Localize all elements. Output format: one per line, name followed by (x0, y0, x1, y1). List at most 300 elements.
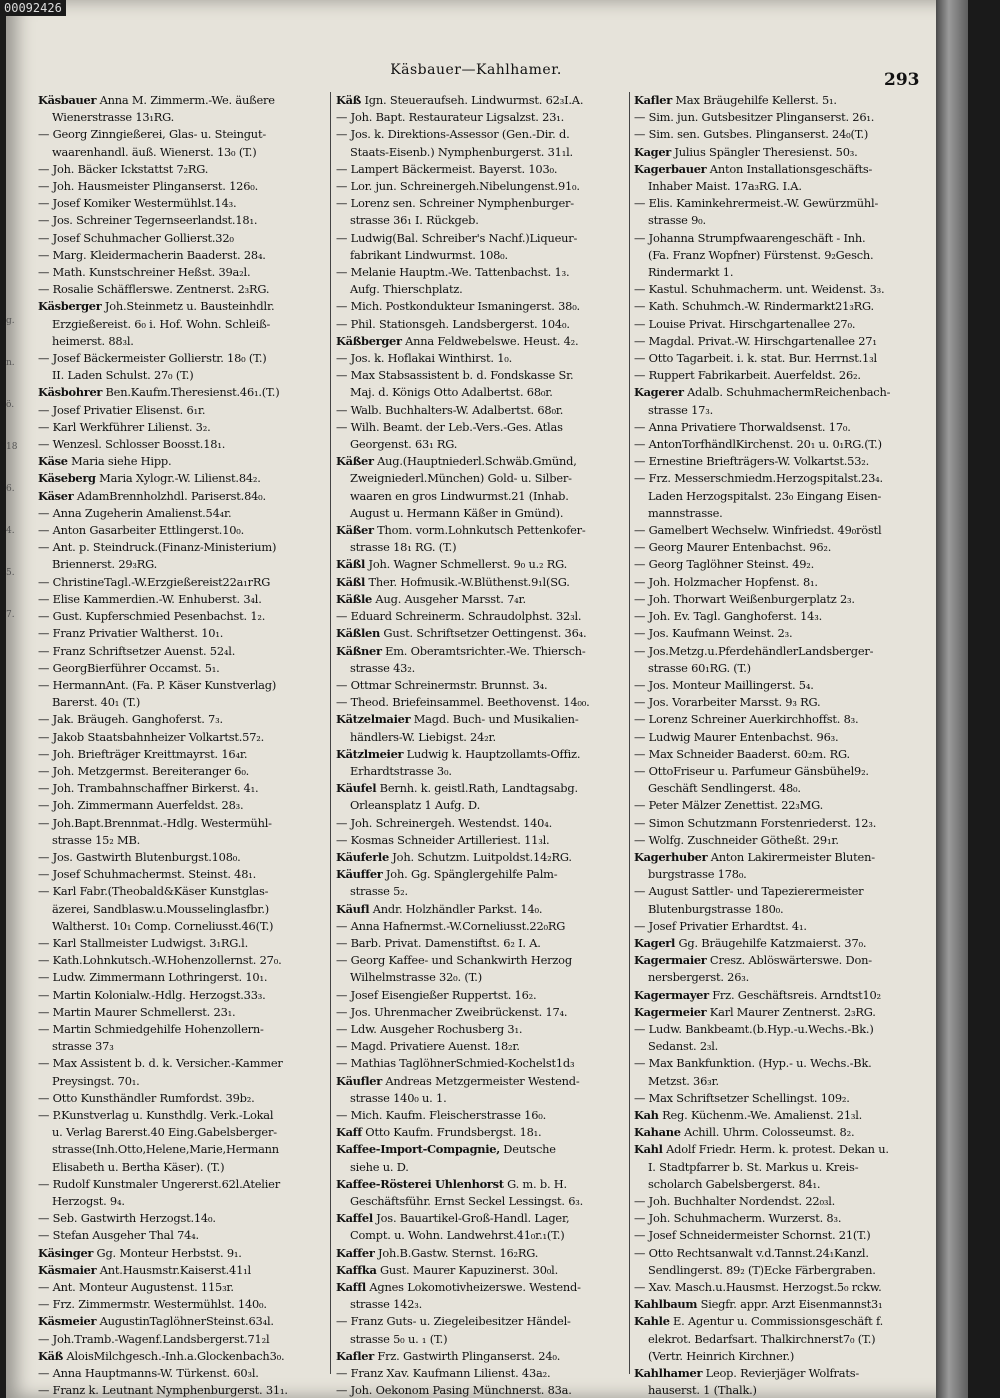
directory-line (336, 763, 628, 780)
entry-text: Gust. Schriftsetzer Oettingenst. 36₄. (380, 626, 587, 641)
directory-entry-head (336, 901, 628, 918)
entry-text: Aug. Ausgeher Marsst. 7₄r. (372, 591, 526, 606)
entry-text: Aufg. Thierschplatz. (350, 282, 463, 297)
directory-entry-head (38, 92, 326, 109)
entry-text: Jos. Bauartikel-Groß-Handl. Lager, (372, 1211, 570, 1226)
entry-text: Karl Maurer Zentnerst. 2₃RG. (706, 1004, 876, 1019)
directory-line (634, 298, 909, 315)
entry-text: — Barb. Privat. Damenstiftst. 6₂ I. A. (336, 935, 541, 950)
entry-text: — Joh. Bäcker Ickstattst 7₂RG. (38, 161, 209, 176)
column-2 (336, 92, 628, 1398)
entry-text: — Martin Kolonialw.-Hdlg. Herzogst.33₃. (38, 987, 266, 1002)
directory-line (336, 298, 628, 315)
surname: Käsmeier (38, 1314, 97, 1329)
entry-text: — Phil. Stationsgeh. Landsbergerst. 104₀. (336, 316, 570, 331)
directory-entry-head (336, 1176, 628, 1193)
entry-text: Thom. vorm.Lohnkutsch Pettenkofer- (373, 523, 586, 538)
entry-text: — Joh. Ev. Tagl. Ganghoferst. 14₃. (634, 609, 822, 624)
directory-line (336, 470, 628, 487)
directory-line (634, 746, 909, 763)
directory-line (336, 952, 628, 969)
entry-text: I. Stadtpfarrer b. St. Markus u. Kreis- (648, 1159, 859, 1174)
entry-text: G. m. b. H. (503, 1176, 567, 1191)
entry-text: — Karl Werkführer Lilienst. 3₂. (38, 419, 211, 434)
entry-text: Maria siehe Hipp. (67, 454, 172, 469)
directory-line (336, 883, 628, 900)
column-1 (38, 92, 326, 1398)
entry-text: Julius Spängler Theresienst. 50₃. (671, 144, 858, 159)
directory-line (38, 1141, 326, 1158)
entry-text: — Xav. Masch.u.Hausmst. Herzogst.5₀ rckw. (634, 1280, 882, 1295)
directory-line (38, 866, 326, 883)
entry-text: Aug.(Hauptniederl.Schwäb.Gmünd, (373, 454, 577, 469)
directory-line (336, 178, 628, 195)
entry-text: — Simon Schutzmann Forstenriederst. 12₃. (634, 815, 877, 830)
directory-line (634, 470, 909, 487)
entry-text: — Anna Privatiere Thorwaldsenst. 17₀. (634, 419, 851, 434)
directory-line (38, 126, 326, 143)
page-number: 293 (884, 70, 920, 90)
surname: Käsberger (38, 299, 102, 314)
directory-line (38, 1055, 326, 1072)
entry-text: Joh. Wagner Schmellerst. 9₀ u.₂ RG. (365, 557, 568, 572)
entry-text: — Walb. Buchhalters-W. Adalbertst. 68₀r. (336, 402, 564, 417)
directory-line (336, 1227, 628, 1244)
entry-text: Ant.Hausmstr.Kaiserst.41₁l (96, 1262, 251, 1277)
entry-text: — Joh. Schreinergeh. Westendst. 140₄. (336, 815, 552, 830)
directory-entry-head (336, 333, 628, 350)
directory-line (38, 1124, 326, 1141)
surname: Käsbauer (38, 93, 97, 107)
entry-text: — Otto Rechtsanwalt v.d.Tannst.24₁Kanzl. (634, 1245, 869, 1260)
entry-text: — Frz. Messerschmiedm.Herzogspitalst.23₄. (634, 471, 883, 486)
entry-text: — Franz Xav. Kaufmann Lilienst. 43a₂. (336, 1366, 551, 1381)
directory-entry-head (634, 1365, 909, 1382)
directory-line (38, 1193, 326, 1210)
directory-line (634, 1055, 909, 1072)
directory-line (336, 660, 628, 677)
directory-entry-head (634, 1141, 909, 1158)
entry-text: — Georg Taglöhner Steinst. 49₂. (634, 557, 815, 572)
entry-text: — Josef Bäckermeister Gollierstr. 18₀ (T.) (38, 351, 267, 366)
entry-text: siehe u. D. (350, 1159, 409, 1174)
directory-line (38, 608, 326, 625)
entry-text: — Jos. Kaufmann Weinst. 2₃. (634, 626, 793, 641)
directory-entry-head (336, 1348, 628, 1365)
surname: Kafler (634, 93, 672, 107)
directory-line (38, 144, 326, 161)
entry-text: — Elis. Kaminkehrermeist.-W. Gewürzmühl- (634, 196, 879, 211)
directory-line (634, 350, 909, 367)
entry-text: Ben.Kaufm.Theresienst.46₁.(T.) (102, 385, 280, 400)
surname: Kätzlmeier (336, 746, 404, 761)
directory-line (634, 866, 909, 883)
directory-line (38, 212, 326, 229)
directory-line (634, 212, 909, 229)
directory-line (336, 1107, 628, 1124)
entry-text: Anna Feldwebelswe. Heust. 4₂. (401, 333, 579, 348)
directory-line (38, 574, 326, 591)
directory-line (336, 918, 628, 935)
surname: Kätzelmaier (336, 712, 411, 727)
directory-entry-head (634, 161, 909, 178)
directory-entry-head (336, 556, 628, 573)
surname: Kah (634, 1107, 659, 1122)
surname: Käsmaier (38, 1262, 97, 1277)
surname: Käufler (336, 1073, 382, 1088)
entry-text: — Peter Mälzer Zenettist. 22₃MG. (634, 798, 824, 813)
entry-text: Zweigniederl.München) Gold- u. Silber- (350, 471, 572, 486)
directory-line (38, 247, 326, 264)
entry-text: Em. Oberamtsrichter.-We. Thiersch- (381, 643, 586, 658)
entry-text: — Ludwig Maurer Entenbachst. 96₃. (634, 729, 839, 744)
entry-text: — Jos. Monteur Maillingerst. 5₄. (634, 677, 814, 692)
entry-text: Adalb. SchuhmachermReichenbach- (683, 385, 891, 400)
directory-entry-head (38, 470, 326, 487)
surname: Käufl (336, 901, 370, 916)
directory-entry-head (336, 1073, 628, 1090)
entry-text: Joh. Gg. Spänglergehilfe Palm- (382, 867, 558, 882)
entry-text: — Anton Gasarbeiter Ettlingerst.10₀. (38, 523, 245, 538)
surname: Käßl (336, 557, 366, 572)
directory-line (38, 677, 326, 694)
directory-entry-head (634, 1124, 909, 1141)
directory-line (38, 1038, 326, 1055)
entry-text: hauserst. 1 (Thalk.) (648, 1383, 757, 1398)
entry-text: — Joh.Bapt.Brennmat.-Hdlg. Westermühl- (38, 815, 272, 830)
directory-line (336, 230, 628, 247)
directory-entry-head (634, 1004, 909, 1021)
directory-line (634, 178, 909, 195)
directory-line (38, 539, 326, 556)
directory-line (38, 987, 326, 1004)
directory-line (336, 677, 628, 694)
directory-entry-head (336, 591, 628, 608)
directory-line (336, 144, 628, 161)
entry-text: — Kath.Lohnkutsch.-W.Hohenzollernst. 27₀. (38, 953, 282, 968)
directory-line (634, 1382, 909, 1398)
directory-line (38, 952, 326, 969)
directory-entry-head (336, 780, 628, 797)
directory-line (336, 1159, 628, 1176)
entry-text: strasse 5₀ u. ₁ (T.) (350, 1331, 448, 1346)
surname: Kaffl (336, 1280, 366, 1295)
entry-text: strasse 60₁RG. (T.) (648, 660, 751, 675)
surname: Käß (336, 93, 362, 107)
entry-text: — Lorenz sen. Schreiner Nymphenburger- (336, 196, 574, 211)
surname: Käßlen (336, 626, 380, 641)
directory-line (634, 230, 909, 247)
entry-text: — Lor. jun. Schreinergeh.Nibelungenst.91₀. (336, 179, 580, 194)
directory-line (634, 643, 909, 660)
entry-text: — HermannAnt. (Fa. P. Käser Kunstverlag) (38, 677, 277, 692)
directory-entry-head (38, 1262, 326, 1279)
directory-line (336, 212, 628, 229)
entry-text: Achill. Uhrm. Colosseumst. 8₂. (680, 1125, 855, 1140)
directory-entry-head (336, 866, 628, 883)
entry-text: — Math. Kunstschreiner Heßst. 39a₂l. (38, 265, 251, 280)
entry-text: — Mich. Kaufm. Fleischerstrasse 16₀. (336, 1107, 547, 1122)
surname: Kahlhamer (634, 1366, 703, 1381)
directory-line (38, 505, 326, 522)
surname: Kaffel (336, 1211, 373, 1226)
entry-text: — Lorenz Schreiner Auerkirchhoffst. 8₃. (634, 712, 859, 727)
directory-line (38, 1382, 326, 1398)
margin-note: 4. (6, 526, 15, 536)
entry-text: Frz. Gastwirth Plinganserst. 24₀. (373, 1348, 561, 1363)
directory-line (336, 797, 628, 814)
entry-text: Frz. Geschäftsreis. Arndtst10₂ (708, 987, 881, 1002)
entry-text: — Joh. Metzgermst. Bereiteranger 6₀. (38, 763, 250, 778)
entry-text: mannstrasse. (648, 505, 723, 520)
directory-line (38, 849, 326, 866)
entry-text: — Josef Schuhmachermst. Steinst. 48₁. (38, 867, 257, 882)
entry-text: Metzst. 36₃r. (648, 1073, 719, 1088)
entry-text: Preysingst. 70₁. (52, 1073, 140, 1088)
entry-text: — Magd. Privatiere Auenst. 18₂r. (336, 1039, 520, 1054)
surname: Käßberger (336, 333, 402, 348)
directory-line (634, 264, 909, 281)
entry-text: Blutenburgstrasse 180₀. (648, 901, 784, 916)
directory-line (38, 643, 326, 660)
entry-text: — Ludwig(Bal. Schreiber's Nachf.)Liqueur- (336, 230, 578, 245)
directory-line (634, 608, 909, 625)
directory-entry-head (634, 1296, 909, 1313)
directory-line (336, 1004, 628, 1021)
running-head: Käsbauer—Kahlhamer. (390, 62, 562, 78)
entry-text: — Ludw. Bankbeamt.(b.Hyp.-u.Wechs.-Bk.) (634, 1021, 874, 1036)
entry-text: — Sim. sen. Gutsbes. Plinganserst. 24₀(T.) (634, 127, 869, 142)
page-edge (936, 0, 968, 1398)
directory-line (336, 281, 628, 298)
entry-text: heimerst. 88₃l. (52, 333, 134, 348)
directory-line (634, 126, 909, 143)
surname: Käufel (336, 781, 377, 796)
entry-text: — Mich. Postkondukteur Ismaningerst. 38₀. (336, 299, 580, 314)
directory-line (38, 711, 326, 728)
entry-text: — Jos. Uhrenmacher Zweibrückenst. 17₄. (336, 1004, 568, 1019)
surname: Käseberg (38, 471, 96, 486)
directory-line (38, 367, 326, 384)
directory-entry-head (634, 987, 909, 1004)
entry-text: — Elise Kammerdien.-W. Enhuberst. 3₄l. (38, 591, 262, 606)
entry-text: — Franz Guts- u. Ziegeleibesitzer Händel- (336, 1314, 571, 1329)
entry-text: burgstrasse 178₀. (648, 867, 747, 882)
directory-entry-head (634, 1313, 909, 1330)
surname: Kahlbaum (634, 1297, 698, 1312)
entry-text: — Georg Zinngießerei, Glas- u. Steingut- (38, 127, 266, 142)
entry-text: — Georg Maurer Entenbachst. 96₂. (634, 540, 832, 555)
directory-line (634, 711, 909, 728)
directory-line (634, 488, 909, 505)
directory-line (634, 1245, 909, 1262)
entry-text: — Ant. p. Steindruck.(Finanz-Ministerium) (38, 540, 277, 555)
surname: Käser (38, 488, 74, 503)
directory-entry-head (38, 1245, 326, 1262)
entry-text: — Magdal. Privat.-W. Hirschgartenallee 27₁ (634, 333, 877, 348)
column-rule (330, 92, 331, 1374)
entry-text: — Eduard Schreinerm. Schraudolphst. 32₃l. (336, 609, 582, 624)
directory-line (634, 247, 909, 264)
directory-line (336, 316, 628, 333)
entry-text: strasse 36₁ I. Rückgeb. (350, 213, 479, 228)
directory-entry-head (336, 849, 628, 866)
surname: Kagerbauer (634, 161, 707, 176)
directory-line (336, 505, 628, 522)
entry-text: waaren en gros Lindwurmst.21 (Inhab. (350, 488, 569, 503)
entry-text: strasse 43₂. (350, 660, 415, 675)
entry-text: Compt. u. Wohn. Landwehrst.41₀r.₁(T.) (350, 1228, 565, 1243)
entry-text: Briennerst. 29₃RG. (52, 557, 158, 572)
surname: Kagerer (634, 385, 684, 400)
directory-line (38, 901, 326, 918)
directory-line (634, 969, 909, 986)
entry-text: Gg. Monteur Herbstst. 9₁. (93, 1245, 242, 1260)
entry-text: — Jos.Metzg.u.PferdehändlerLandsberger- (634, 643, 874, 658)
entry-text: — Anna Hafnermst.-W.Corneliusst.22₀RG (336, 918, 566, 933)
directory-line (336, 1193, 628, 1210)
entry-text: elekrot. Bedarfsart. Thalkirchnerst7₀ (T.) (648, 1331, 876, 1346)
entry-text: — Georg Kaffee- und Schankwirth Herzog (336, 953, 572, 968)
directory-line (38, 625, 326, 642)
surname: Käßle (336, 591, 373, 606)
surname: Käß (38, 1348, 64, 1363)
directory-line (38, 729, 326, 746)
entry-text: — Franz Privatier Waltherst. 10₁. (38, 626, 224, 641)
entry-text: — Ant. Monteur Augustenst. 115₃r. (38, 1280, 234, 1295)
entry-text: — Theod. Briefeinsammel. Beethovenst. 14₀₀. (336, 695, 590, 710)
directory-page (6, 0, 968, 1398)
entry-text: — Martin Maurer Schmellerst. 23₁. (38, 1004, 236, 1019)
entry-text: Max Bräugehilfe Kellerst. 5₁. (671, 93, 837, 107)
surname: Kafler (336, 1348, 374, 1363)
entry-text: — Joh. Oekonom Pasing Münchnerst. 83a. (336, 1383, 572, 1398)
column-rule (629, 92, 630, 1374)
directory-line (38, 1227, 326, 1244)
entry-text: Joh. Schutzm. Luitpoldst.14₂RG. (388, 849, 572, 864)
directory-line (38, 281, 326, 298)
entry-text: Magd. Buch- und Musikalien- (410, 712, 579, 727)
directory-line (634, 1176, 909, 1193)
surname: Kager (634, 144, 671, 159)
surname: Kaffka (336, 1262, 377, 1277)
directory-line (336, 1313, 628, 1330)
directory-line (336, 1021, 628, 1038)
entry-text: Gust. Maurer Kapuzinerst. 30₀l. (376, 1262, 559, 1277)
surname: Kagermaier (634, 953, 707, 968)
directory-line (336, 419, 628, 436)
directory-line (336, 694, 628, 711)
directory-line (38, 1331, 326, 1348)
margin-note: n. (6, 358, 15, 368)
entry-text: — Stefan Ausgeher Thal 74₄. (38, 1228, 199, 1243)
entry-text: Adolf Friedr. Herm. k. protest. Dekan u. (662, 1142, 889, 1157)
entry-text: — Mathias TaglöhnerSchmied-Kochelst1d₃ (336, 1056, 575, 1071)
directory-line (38, 436, 326, 453)
entry-text: Agnes Lokomotivheizerswe. Westend- (365, 1280, 581, 1295)
directory-entry-head (336, 1262, 628, 1279)
directory-entry-head (38, 384, 326, 401)
entry-text: AdamBrennholzhdl. Pariserst.84₀. (73, 488, 266, 503)
directory-line (634, 1038, 909, 1055)
directory-line (38, 316, 326, 333)
entry-text: — GeorgBierführer Occamst. 5₁. (38, 660, 220, 675)
surname: Kaffee-Rösterei Uhlenhorst (336, 1176, 504, 1191)
directory-line (336, 1331, 628, 1348)
directory-line (634, 1227, 909, 1244)
directory-entry-head (634, 952, 909, 969)
directory-line (336, 1038, 628, 1055)
entry-text: AugustinTaglöhnerSteinst.63₄l. (96, 1314, 274, 1329)
directory-line (38, 195, 326, 212)
entry-text: E. Agentur u. Commissionsgeschäft f. (669, 1314, 883, 1329)
surname: Käsinger (38, 1245, 94, 1260)
directory-line (38, 1021, 326, 1038)
directory-line (634, 763, 909, 780)
entry-text: — Rudolf Kunstmaler Ungererst.62l.Atelier (38, 1176, 280, 1191)
entry-text: Wilhelmstrasse 32₀. (T.) (350, 970, 482, 985)
directory-entry-head (336, 1124, 628, 1141)
directory-entry-head (336, 1279, 628, 1296)
directory-line (38, 746, 326, 763)
surname: Käse (38, 454, 68, 469)
entry-text: — Josef Schuhmacher Gollierst.32₀ (38, 230, 234, 245)
entry-text: strasse 15₂ MB. (52, 832, 141, 847)
entry-text: — Ldw. Ausgeher Rochusberg 3₁. (336, 1021, 523, 1036)
directory-line (634, 1021, 909, 1038)
directory-line (336, 1296, 628, 1313)
entry-text: — Franz k. Leutnant Nymphenburgerst. 31₁. (38, 1383, 288, 1398)
entry-text: — Karl Stallmeister Ludwigst. 3₁RG.l. (38, 935, 249, 950)
entry-text: — Max Assistent b. d. k. Versicher.-Kammer (38, 1056, 283, 1071)
directory-line (38, 522, 326, 539)
directory-line (336, 384, 628, 401)
entry-text: Bernh. k. geistl.Rath, Landtagsabg. (376, 781, 578, 796)
directory-line (38, 763, 326, 780)
entry-text: — Joh. Bapt. Restaurateur Ligsalzst. 23₁. (336, 110, 565, 125)
directory-line (336, 832, 628, 849)
directory-line (38, 333, 326, 350)
directory-line (634, 901, 909, 918)
directory-line (634, 1073, 909, 1090)
surname: Käuffer (336, 867, 383, 882)
entry-text: — Joh. Holzmacher Hopfenst. 8₁. (634, 574, 818, 589)
entry-text: — Franz Schriftsetzer Auenst. 52₄l. (38, 643, 236, 658)
entry-text: — ChristineTagl.-W.Erzgießereist22a₁rRG (38, 574, 271, 589)
entry-text: — Joh. Buchhalter Nordendst. 22₀₃l. (634, 1194, 836, 1208)
surname: Käßer (336, 454, 374, 469)
directory-line (336, 1090, 628, 1107)
directory-line (336, 402, 628, 419)
entry-text: — Jos. k. Direktions-Assessor (Gen.-Dir. d. (336, 127, 570, 142)
directory-line (634, 815, 909, 832)
entry-text: Ludwig k. Hauptzollamts-Offiz. (403, 746, 581, 761)
entry-text: Geschäft Sendlingerst. 48₀. (648, 781, 801, 796)
directory-line (336, 126, 628, 143)
entry-text: — Josef Eisengießer Ruppertst. 16₂. (336, 987, 537, 1002)
entry-text: — Wenzesl. Schlosser Boosst.18₁. (38, 437, 226, 452)
directory-entry-head (38, 453, 326, 470)
entry-text: — Gust. Kupferschmied Pesenbachst. 1₂. (38, 609, 266, 624)
entry-text: — Lampert Bäckermeist. Bayerst. 103₀. (336, 161, 558, 176)
entry-text: Cresz. Ablöswärterswe. Don- (706, 953, 872, 968)
directory-line (634, 694, 909, 711)
directory-entry-head (38, 298, 326, 315)
margin-note: 18 (6, 442, 18, 452)
entry-text: — Joh. Hausmeister Plinganserst. 126₀. (38, 179, 259, 194)
entry-text: händlers-W. Liebigst. 24₂r. (350, 729, 496, 744)
entry-text: — August Sattler- und Tapezierermeister (634, 884, 864, 899)
